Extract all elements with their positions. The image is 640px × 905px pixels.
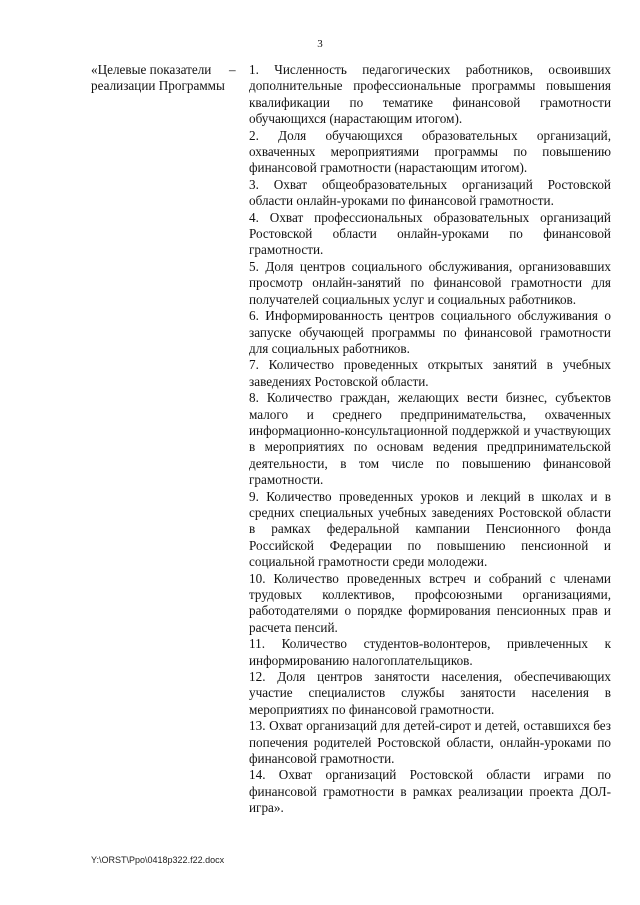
indicator-item: 10. Количество проведенных встреч и собраний с членами трудовых коллективов, профсоюзными организациями, работодателями о порядке формирования пенсионных прав и расчета пенсий. [249, 570, 611, 635]
indicator-item: 8. Количество граждан, желающих вести бизнес, субъектов малого и среднего предпринимательства, охваченных информационно-консультационной поддержкой и участвующих в мероприятиях по основам ведения предпринимательской деятельности, в том числе по повышению финансовой грамотности. [249, 390, 611, 488]
indicator-item: 3. Охват общеобразовательных организаций Ростовской области онлайн-уроками по финансовой грамотности. [249, 176, 611, 209]
indicator-item: 2. Доля обучающихся образовательных организаций, охваченных мероприятиями программы по повышению финансовой грамотности (нарастающим итогом). [249, 127, 611, 176]
section-label: «Целевые показатели реализации Программы [91, 62, 225, 94]
page-number: 3 [317, 38, 323, 50]
indicator-item: 9. Количество проведенных уроков и лекций в школах и в средних специальных учебных заведениях Ростовской области в рамках федеральной кампании Пенсионного фонда Российской Федерации по повышению пенсионной и социальной грамотности среди молодежи. [249, 488, 611, 570]
indicator-item: 1. Численность педагогических работников, освоивших дополнительные профессиональные программы повышения квалификации по тематике финансовой грамотности обучающихся (нарастающим итогом). [249, 62, 611, 127]
indicator-item: 14. Охват организаций Ростовской области играми по финансовой грамотности в рамках реализации проекта ДОЛ-игра». [249, 767, 611, 816]
indicator-item: 13. Охват организаций для детей-сирот и детей, оставшихся без попечения родителей Ростовской области, онлайн-уроками по финансовой грамотности. [249, 718, 611, 767]
indicator-item: 11. Количество студентов-волонтеров, привлеченных к информированию налогоплательщиков. [249, 636, 611, 668]
indicator-item: 12. Доля центров занятости населения, обеспечивающих участие специалистов службы занятости населения в мероприятиях по финансовой грамотности. [249, 669, 611, 717]
indicator-item: 5. Доля центров социального обслуживания, организовавших просмотр онлайн-занятий по финансовой грамотности для получателей социальных услуг и социальных работников. [249, 258, 611, 307]
indicator-item: 6. Информированность центров социального обслуживания о запуске обучающей программы по финансовой грамотности для социальных работников. [249, 308, 611, 356]
indicator-item: 7. Количество проведенных открытых занятий в учебных заведениях Ростовской области. [249, 357, 611, 389]
section-separator: – [229, 62, 236, 77]
indicator-item: 4. Охват профессиональных образовательных организаций Ростовской области онлайн-уроками по финансовой грамотности. [249, 209, 611, 258]
indicator-list [249, 62, 611, 817]
footer-file-path: Y:\ORST\Ppo\0418p322.f22.docx [91, 855, 225, 865]
